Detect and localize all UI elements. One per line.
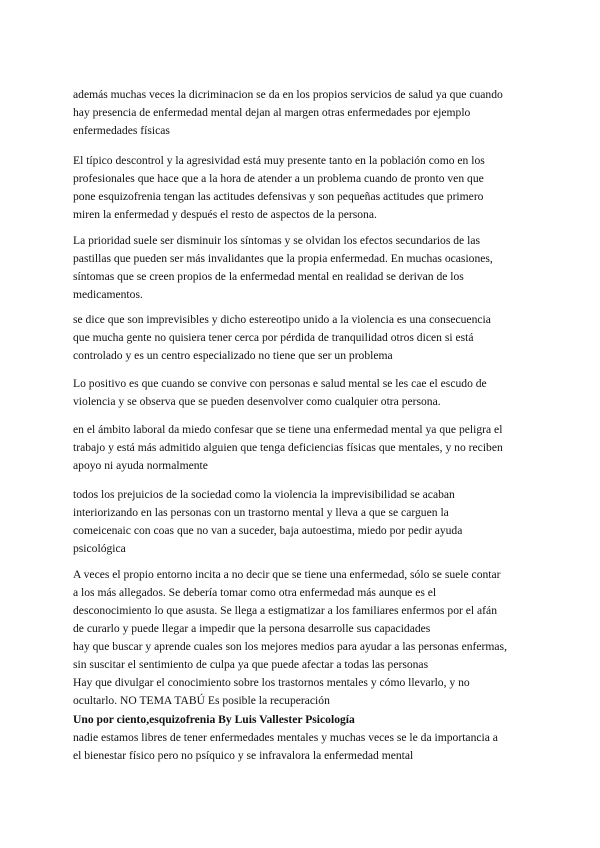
text-line: pastillas que pueden ser más invalidantes que la propia enfermedad. En muchas ocasiones, [73, 252, 493, 265]
text-line: interiorizando en las personas con un trastorno mental y lleva a que se carguen la [73, 506, 449, 519]
text-line: sin suscitar el sentimiento de culpa ya que puede afectar a todas las personas [73, 658, 429, 671]
paragraph-internalized-prejudice [73, 486, 533, 558]
text-line: síntomas que se creen propios de la enfermedad mental en realidad se derivan de los [73, 270, 464, 283]
text-line: controlado y es un centro especializado no tiene que ser un problema [73, 349, 393, 362]
text-line: medicamentos. [73, 288, 143, 301]
text-line: en el ámbito laboral da miedo confesar que se tiene una enfermedad mental ya que peligra el [73, 423, 503, 436]
text-line: Hay que divulgar el conocimiento sobre los trastornos mentales y cómo llevarlo, y no [73, 676, 470, 689]
text-line: nadie estamos libres de tener enfermedades mentales y muchas veces se le da importancia a [73, 731, 498, 744]
text-line: desconocimiento lo que asusta. Se llega a estigmatizar a los familiares enfermos por el afán [73, 604, 497, 617]
text-line: de curarlo y puede llegar a impedir que la persona desarrolle sus capacidades [73, 622, 431, 635]
text-line: El típico descontrol y la agresividad está muy presente tanto en la población como en los [73, 154, 485, 167]
text-line: trabajo y está más admitido alguien que tenga deficiencias físicas que mentales, y no reciben [73, 441, 503, 454]
text-line: hay presencia de enfermedad mental dejan al margen otras enfermedades por ejemplo [73, 106, 471, 119]
paragraph-unpredictability [73, 311, 533, 365]
text-line: que mucha gente no quisiera tener cerca por pérdida de tranquilidad otros dicen si está [73, 331, 474, 344]
text-line: ocultarlo. NO TEMA TABÚ Es posible la recuperación [73, 694, 330, 707]
text-line: profesionales que hace que a la hora de atender a un problema cuando de pronto ven que [73, 172, 484, 185]
text-line: violencia y se observa que se pueden desenvolver como cualquier otra persona. [73, 395, 441, 408]
paragraph-aggressiveness-stereotype [73, 152, 533, 224]
paragraph-medication-side-effects [73, 232, 533, 304]
paragraph-environment-and-recovery [73, 566, 533, 710]
paragraph-discrimination-health-services [73, 86, 533, 140]
paragraph-source-citation [73, 711, 533, 765]
text-line: enfermedades físicas [73, 124, 170, 137]
text-line: psicológica [73, 542, 126, 555]
text-line: hay que buscar y aprende cuales son los mejores medios para ayudar a las personas enfermas, [73, 640, 507, 653]
text-line: La prioridad suele ser disminuir los síntomas y se olvidan los efectos secundarios de las [73, 234, 480, 247]
text-line: además muchas veces la dicriminacion se da en los propios servicios de salud ya que cuando [73, 88, 503, 101]
text-line: apoyo ni ayuda normalmente [73, 459, 208, 472]
text-line: se dice que son imprevisibles y dicho estereotipo unido a la violencia es una consecuencia [73, 313, 491, 326]
source-heading: Uno por ciento,esquizofrenia By Luis Vallester Psicología [73, 713, 355, 726]
text-line: Lo positivo es que cuando se convive con personas e salud mental se les cae el escudo de [73, 377, 487, 390]
text-line: el bienestar físico pero no psíquico y se infravalora la enfermedad mental [73, 749, 414, 762]
paragraph-positive-coexistence [73, 375, 533, 411]
paragraph-workplace [73, 421, 533, 475]
text-line: A veces el propio entorno incita a no decir que se tiene una enfermedad, sólo se suele contar [73, 568, 501, 581]
text-line: miren la enfermedad y después el resto de aspectos de la persona. [73, 208, 377, 221]
text-line: todos los prejuicios de la sociedad como la violencia la imprevisibilidad se acaban [73, 488, 455, 501]
text-line: a los más allegados. Se debería tomar como otra enfermedad más aunque es el [73, 586, 437, 599]
text-line: comeicenaic con coas que no van a suceder, baja autoestima, miedo por pedir ayuda [73, 524, 463, 537]
text-line: pone esquizofrenia tengan las actitudes defensivas y son pequeñas actitudes que primero [73, 190, 484, 203]
